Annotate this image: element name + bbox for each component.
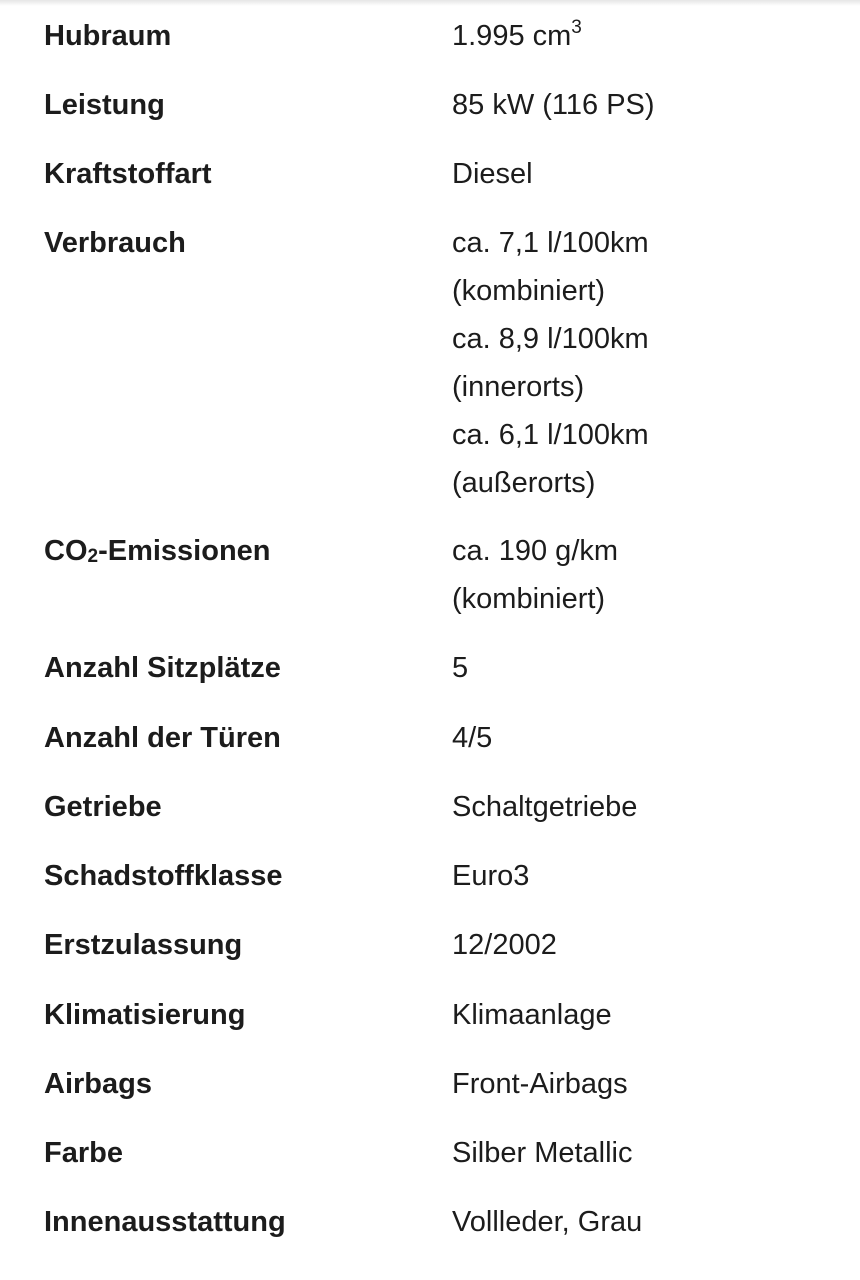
spec-value-text: (kombiniert)	[452, 275, 606, 307]
spec-value-text: ca. 7,1 l/100km	[452, 227, 649, 259]
spec-value-text: 4/5	[452, 722, 493, 754]
spec-label: Klimatisierung	[44, 999, 246, 1031]
spec-value-text: Schaltgetriebe	[452, 791, 638, 823]
spec-label-suffix: -Emissionen	[98, 535, 271, 567]
spec-value	[452, 783, 832, 831]
spec-value-text: 5	[452, 652, 469, 684]
spec-value-text: 12/2002	[452, 929, 557, 961]
spec-value-text: Front-Airbags	[452, 1068, 628, 1100]
spec-value-text: ca. 8,9 l/100km	[452, 323, 649, 355]
chemical-subscript: 2	[87, 546, 99, 567]
spec-value-text: (innerorts)	[452, 371, 585, 403]
spec-label: Hubraum	[44, 20, 172, 52]
spec-value-text: 85 kW (116 PS)	[452, 89, 655, 121]
spec-value-text: ca. 6,1 l/100km	[452, 419, 649, 451]
spec-label	[44, 527, 271, 575]
spec-value-text: ca. 190 g/km	[452, 535, 619, 567]
spec-value	[452, 644, 832, 692]
spec-value-text: Euro3	[452, 860, 530, 892]
spec-value-text: (außerorts)	[452, 467, 596, 499]
spec-value	[452, 1060, 832, 1108]
spec-value	[452, 1198, 832, 1246]
spec-value	[452, 852, 832, 900]
spec-value	[452, 1129, 832, 1177]
spec-value-text: 1.995 cm	[452, 20, 572, 52]
spec-label-prefix: CO	[44, 535, 88, 567]
spec-value	[452, 527, 832, 623]
spec-label: Erstzulassung	[44, 929, 243, 961]
spec-label: Anzahl der Türen	[44, 722, 281, 754]
spec-value	[452, 921, 832, 969]
spec-value-text: Vollleder, Grau	[452, 1206, 643, 1238]
spec-value-text: Klimaanlage	[452, 999, 612, 1031]
spec-label: Getriebe	[44, 791, 162, 823]
spec-value	[452, 714, 832, 762]
unit-superscript: 3	[571, 17, 582, 38]
spec-value-text: Silber Metallic	[452, 1137, 633, 1169]
spec-value	[452, 12, 832, 60]
spec-value	[452, 991, 832, 1039]
spec-value	[452, 219, 832, 507]
spec-value-text: Diesel	[452, 158, 533, 190]
top-shadow	[0, 0, 860, 6]
spec-label: Leistung	[44, 89, 165, 121]
spec-label: Kraftstoffart	[44, 158, 212, 190]
spec-label: Innenausstattung	[44, 1206, 286, 1238]
spec-label: Verbrauch	[44, 227, 186, 259]
spec-value-text: (kombiniert)	[452, 583, 606, 615]
spec-label: Farbe	[44, 1137, 123, 1169]
spec-label: Anzahl Sitzplätze	[44, 652, 281, 684]
spec-label: Airbags	[44, 1068, 152, 1100]
spec-value	[452, 150, 832, 198]
spec-value	[452, 81, 832, 129]
spec-label: Schadstoffklasse	[44, 860, 283, 892]
